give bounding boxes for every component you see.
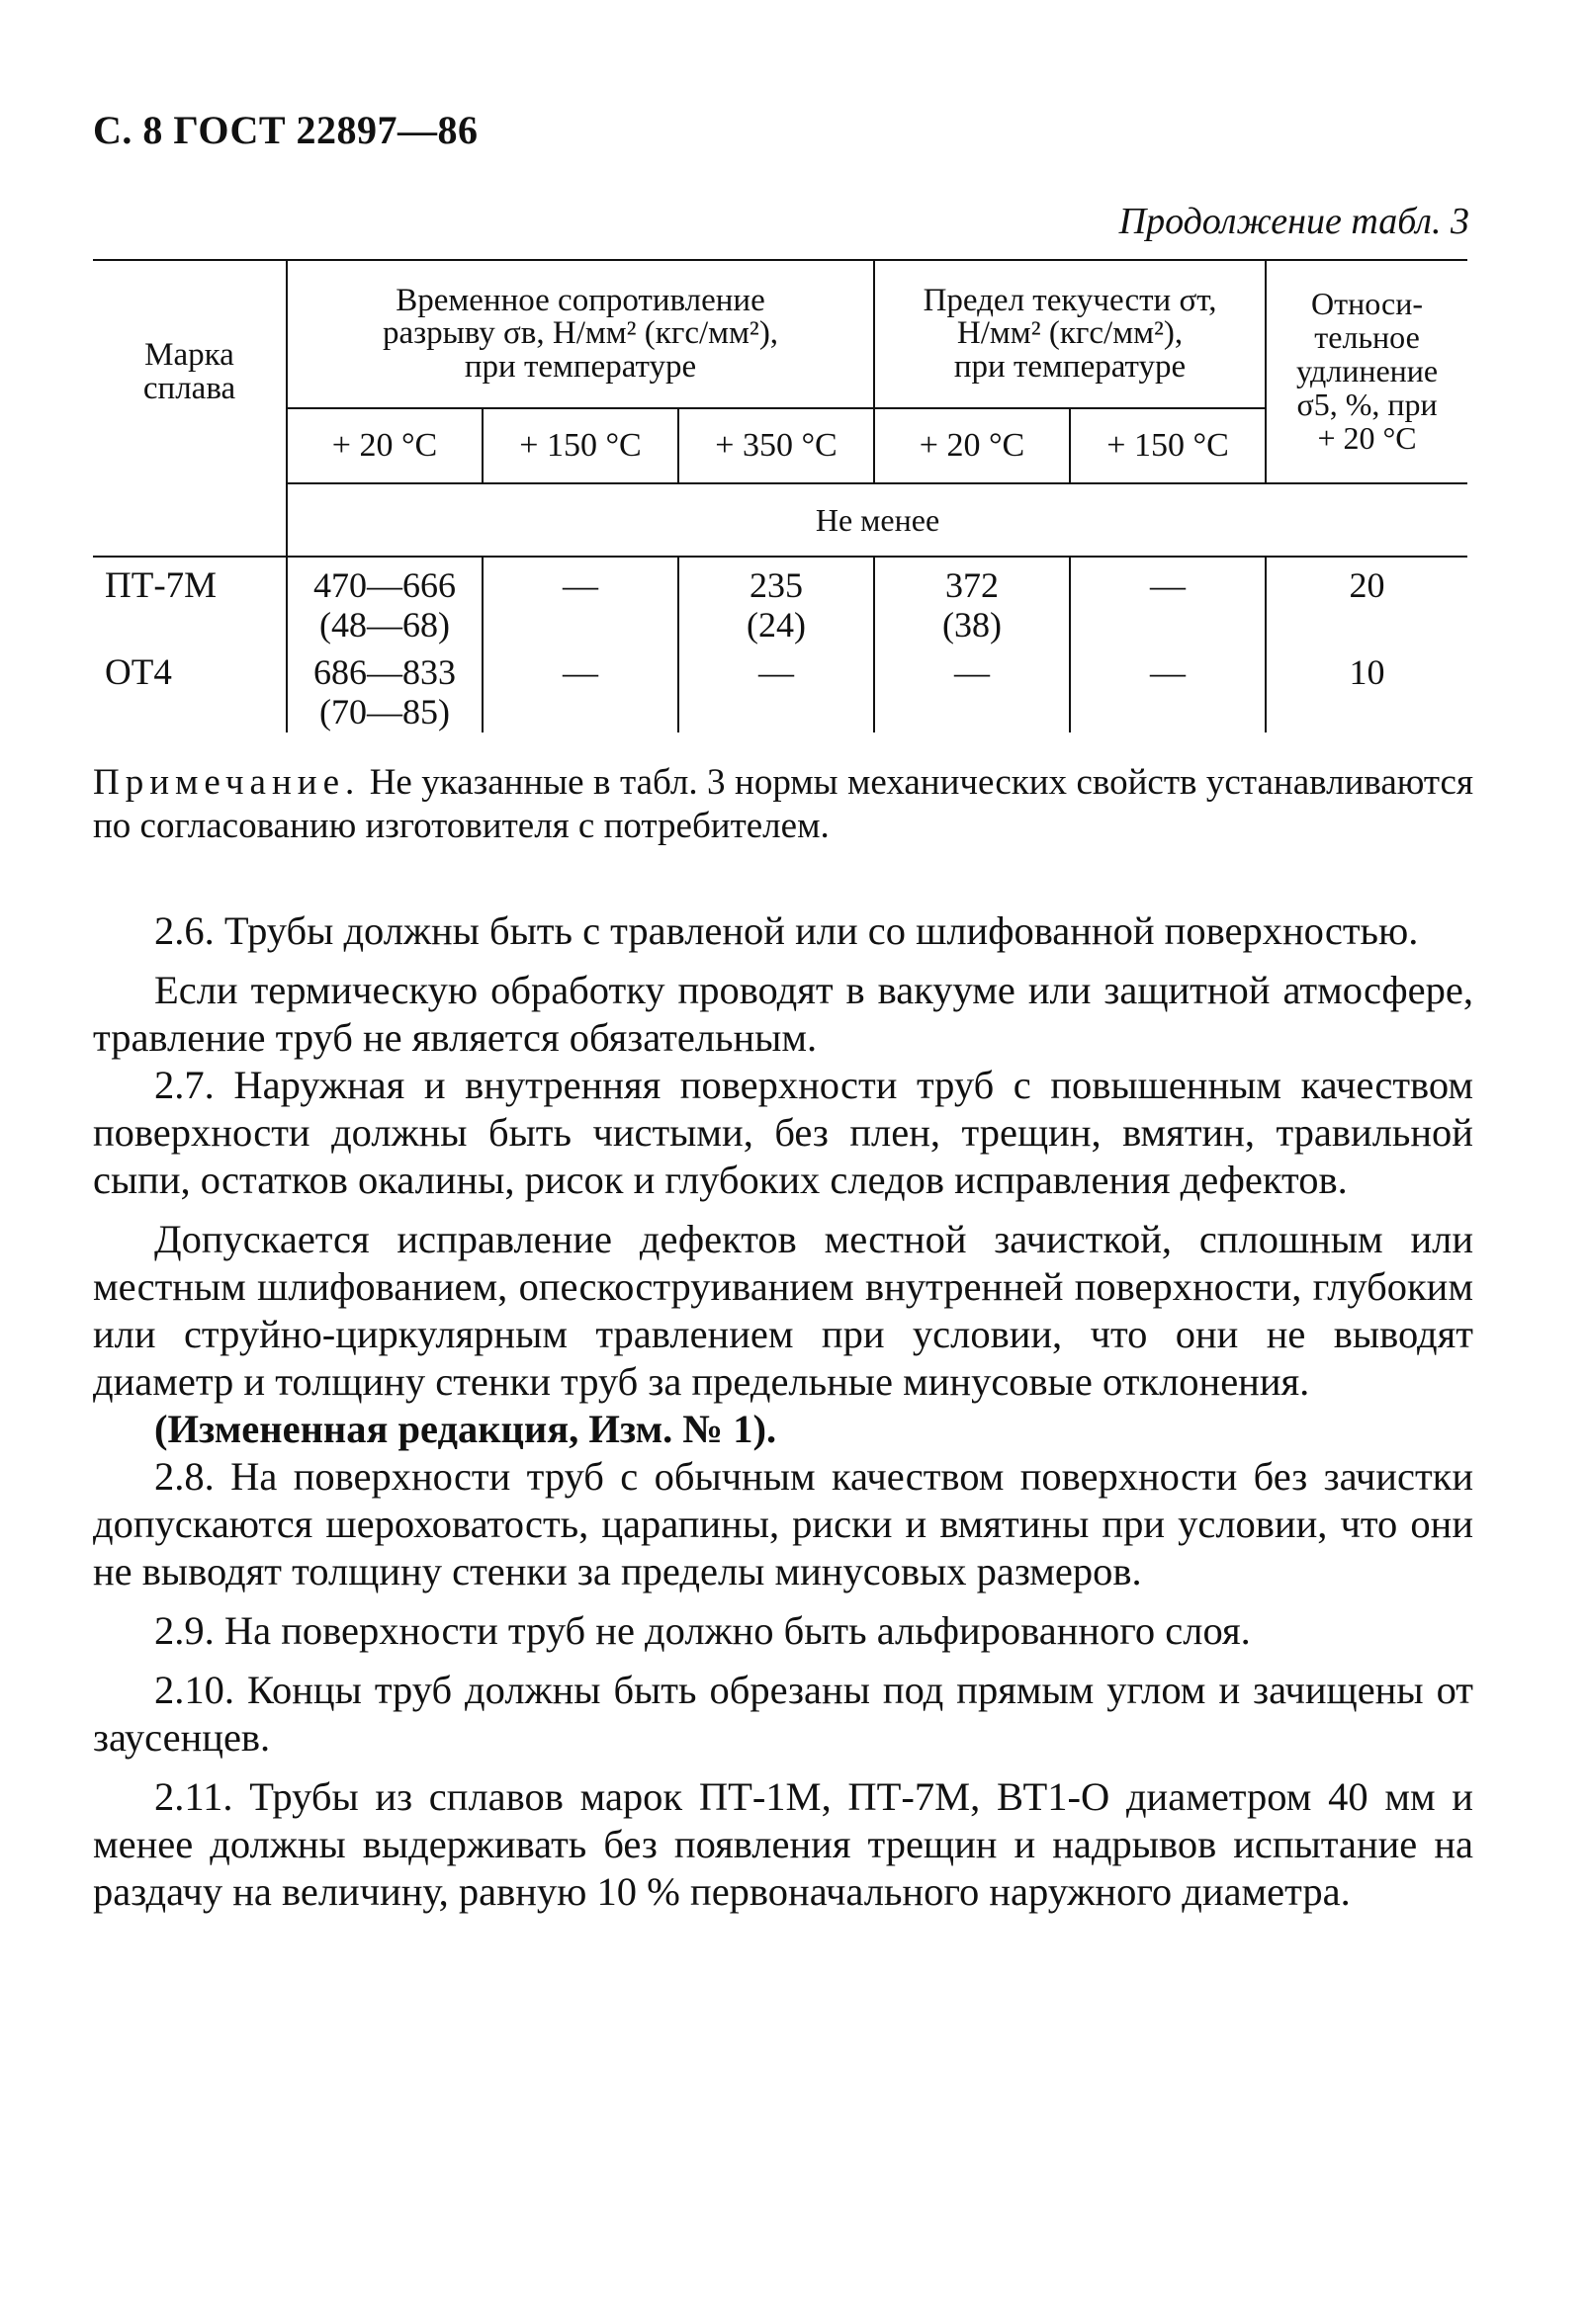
- paragraph-2-6: 2.6. Трубы должны быть с травленой или со шлифованной поверхностью.: [154, 908, 1419, 953]
- cell-yield-150: —: [1070, 557, 1266, 646]
- paragraph-2-7: 2.7. Наружная и внутренняя поверхности труб с повышенным качеством поверхности должны быть чистыми, без плен, трещин, вмятин, травильной сыпи, остатков окалины, рисок и глубоких следов исправления дефектов.: [93, 1063, 1473, 1202]
- cell-yield-20: —: [874, 646, 1070, 732]
- paragraph-2-10: 2.10. Концы труб должны быть обрезаны под прямым углом и зачищены от заусенцев.: [93, 1668, 1473, 1760]
- cell-tensile-350: 235 (24): [678, 557, 874, 646]
- cell-yield-20: 372 (38): [874, 557, 1070, 646]
- cell-tensile-350: —: [678, 646, 874, 732]
- table-continuation-label: Продолжение табл. 3: [1118, 201, 1469, 242]
- header-tensile-strength: Временное сопротивление разрыву σв, Н/мм² (кгс/мм²), при температуре: [287, 260, 874, 408]
- paragraph-2-7-cont: Допускается исправление дефектов местной зачисткой, сплошным или местным шлифованием, опескоструиванием внутренней поверхности, глубоким или струйно-циркулярным травлением при условии, что они не выводят диаметр и толщину стенки труб за предельные минусовые отклонения.: [93, 1217, 1473, 1404]
- body-text: [93, 907, 1473, 1916]
- header-not-less: Не менее: [287, 483, 1467, 557]
- header-temp-yield-20: + 20 °С: [874, 408, 1070, 483]
- table-row: [93, 557, 1467, 646]
- paragraph-2-9: 2.9. На поверхности труб не должно быть альфированного слоя.: [154, 1608, 1251, 1653]
- header-elongation: Относи- тельное удлинение σ5, %, при + 20 °С: [1266, 260, 1467, 483]
- note-label: Примечание.: [93, 762, 361, 803]
- cell-alloy: ПТ-7М: [105, 565, 218, 606]
- page-header: С. 8 ГОСТ 22897—86: [93, 108, 479, 152]
- paragraph-2-6-cont: Если термическую обработку проводят в вакууме или защитной атмосфере, травление труб не является обязательным.: [93, 968, 1473, 1060]
- cell-tensile-150: —: [483, 557, 678, 646]
- header-temp-tensile-350: + 350 °С: [678, 408, 874, 483]
- header-temp-yield-150: + 150 °С: [1070, 408, 1266, 483]
- cell-tensile-20: 470—666 (48—68): [287, 557, 483, 646]
- mechanical-properties-table: [93, 259, 1467, 732]
- cell-yield-150: —: [1070, 646, 1266, 732]
- paragraph-2-8: 2.8. На поверхности труб с обычным качеством поверхности без зачистки допускаются шероховатость, царапины, риски и вмятины при условии, что они не выводят толщину стенки за пределы минусовых размеров.: [93, 1454, 1473, 1593]
- header-temp-tensile-150: + 150 °С: [483, 408, 678, 483]
- cell-elongation: 10: [1266, 646, 1467, 732]
- amendment-note: (Измененная редакция, Изм. № 1).: [154, 1407, 777, 1451]
- cell-alloy: ОТ4: [105, 652, 172, 693]
- table-note: [93, 761, 1473, 848]
- header-yield-strength: Предел текучести σт, Н/мм² (кгс/мм²), при температуре: [874, 260, 1266, 408]
- header-alloy: Марка сплава: [93, 260, 287, 483]
- note-text: Не указанные в табл. 3 нормы механических свойств устанавливаются по согласованию изготовителя с потребителем.: [93, 762, 1473, 846]
- table-row: [93, 646, 1467, 732]
- cell-elongation: 20: [1266, 557, 1467, 646]
- cell-tensile-20: 686—833 (70—85): [287, 646, 483, 732]
- cell-tensile-150: —: [483, 646, 678, 732]
- header-temp-tensile-20: + 20 °С: [287, 408, 483, 483]
- paragraph-2-11: 2.11. Трубы из сплавов марок ПТ-1М, ПТ-7М, ВТ1-О диаметром 40 мм и менее должны выдерживать без появления трещин и надрывов испытание на раздачу на величину, равную 10 % первоначального наружного диаметра.: [93, 1774, 1473, 1914]
